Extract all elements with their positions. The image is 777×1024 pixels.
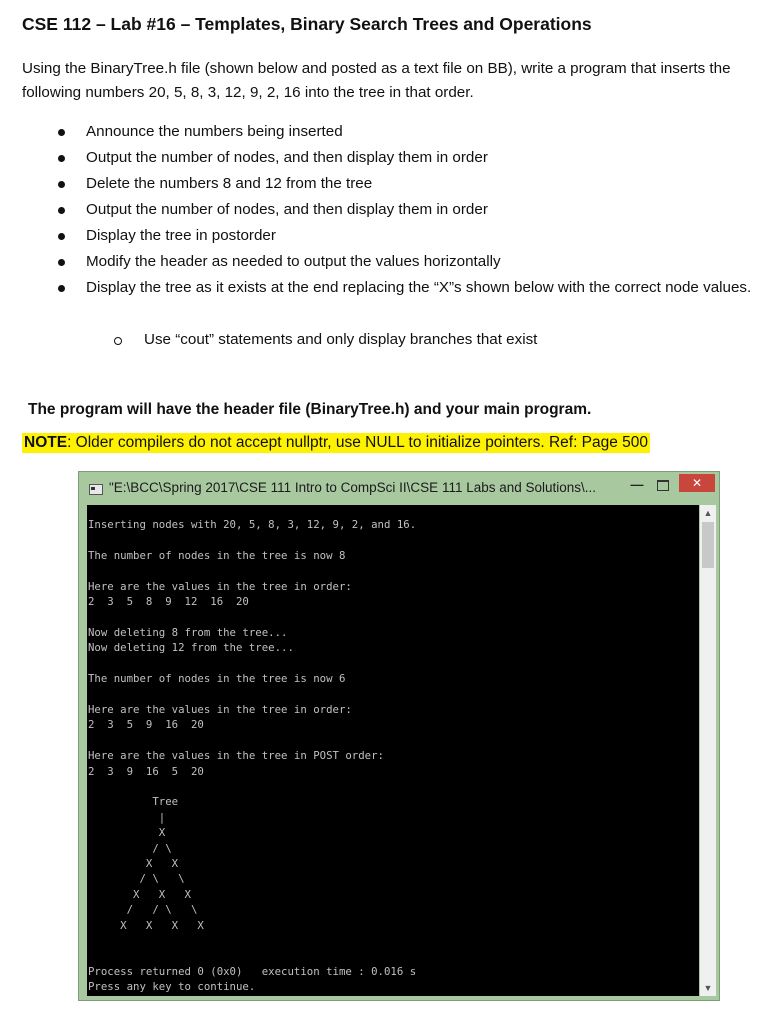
list-item-text: Output the number of nodes, and then display them in order [86,149,488,166]
console-window [78,471,720,1001]
minimize-button[interactable]: — [630,477,644,492]
list-item-text: Delete the numbers 8 and 12 from the tree [86,175,373,192]
list-item [0,252,777,272]
bullet-dot-icon [58,181,65,188]
maximize-button[interactable] [651,475,675,495]
window-titlebar[interactable] [79,472,719,504]
intro-paragraph: Using the BinaryTree.h file (shown below and posted as a text file on BB), write a program that inserts the following numbers 20, 5, 8, 3, 12, 9, 2, 16 into the tree in that order. [22,60,731,101]
list-item-text: Announce the numbers being inserted [86,123,343,140]
sub-list-item-text: Use “cout” statements and only display branches that exist [144,331,538,348]
list-item-text: Modify the header as needed to output the values horizontally [86,253,501,270]
list-item [0,278,777,298]
scrollbar-thumb[interactable] [702,522,714,568]
bullet-dot-icon [58,233,65,240]
circle-bullet-icon [114,337,122,345]
bullet-dot-icon [58,155,65,162]
bullet-dot-icon [58,285,65,292]
scroll-up-icon[interactable]: ▲ [703,508,713,518]
page-title: CSE 112 – Lab #16 – Templates, Binary Search Trees and Operations [22,14,592,34]
note-label: NOTE [24,434,68,451]
task-list [0,122,777,304]
program-requirement: The program will have the header file (BinaryTree.h) and your main program. [28,401,592,418]
bullet-dot-icon [58,129,65,136]
window-title: "E:\BCC\Spring 2017\CSE 111 Intro to CompSci II\CSE 111 Labs and Solutions\... [109,480,597,495]
close-button[interactable]: ✕ [679,474,715,492]
highlighted-note [22,433,650,453]
list-item [0,148,777,168]
console-app-icon [89,484,103,495]
list-item [0,174,777,194]
bullet-dot-icon [58,207,65,214]
sub-list-item [116,330,538,350]
list-item-text: Display the tree as it exists at the end replacing the “X”s shown below with the correct node values. [86,279,752,296]
scroll-down-icon[interactable]: ▼ [703,983,713,993]
list-item-text: Display the tree in postorder [86,227,276,244]
list-item [0,200,777,220]
console-output-area[interactable] [87,505,699,996]
list-item-text: Output the number of nodes, and then display them in order [86,201,488,218]
list-item [0,122,777,142]
list-item [0,226,777,246]
maximize-icon [657,480,669,491]
console-output-text: Inserting nodes with 20, 5, 8, 3, 12, 9, 2, and 16. The number of nodes in the tree is now 8 Here are the values in the tree in order: 2 3 5 8 9 12 16 20 Now deleting 8 from the tree... Now deleting 12 from the tree... The number of nodes in the tree is now 6 Here are the values in the tree in order: 2 3 5 9 16 20 Here are the values in the tree in POST order: 2 3 9 16 5 20 Tree | X / \ X X / \ \ X X X / / \ \ X X X X Process returned 0 (0x0) execution time : 0.016 s Press any key to continue. [88,518,417,994]
bullet-dot-icon [58,259,65,266]
note-text: : Older compilers do not accept nullptr, use NULL to initialize pointers. Ref: Page 500 [67,434,649,451]
vertical-scrollbar[interactable] [700,505,716,996]
